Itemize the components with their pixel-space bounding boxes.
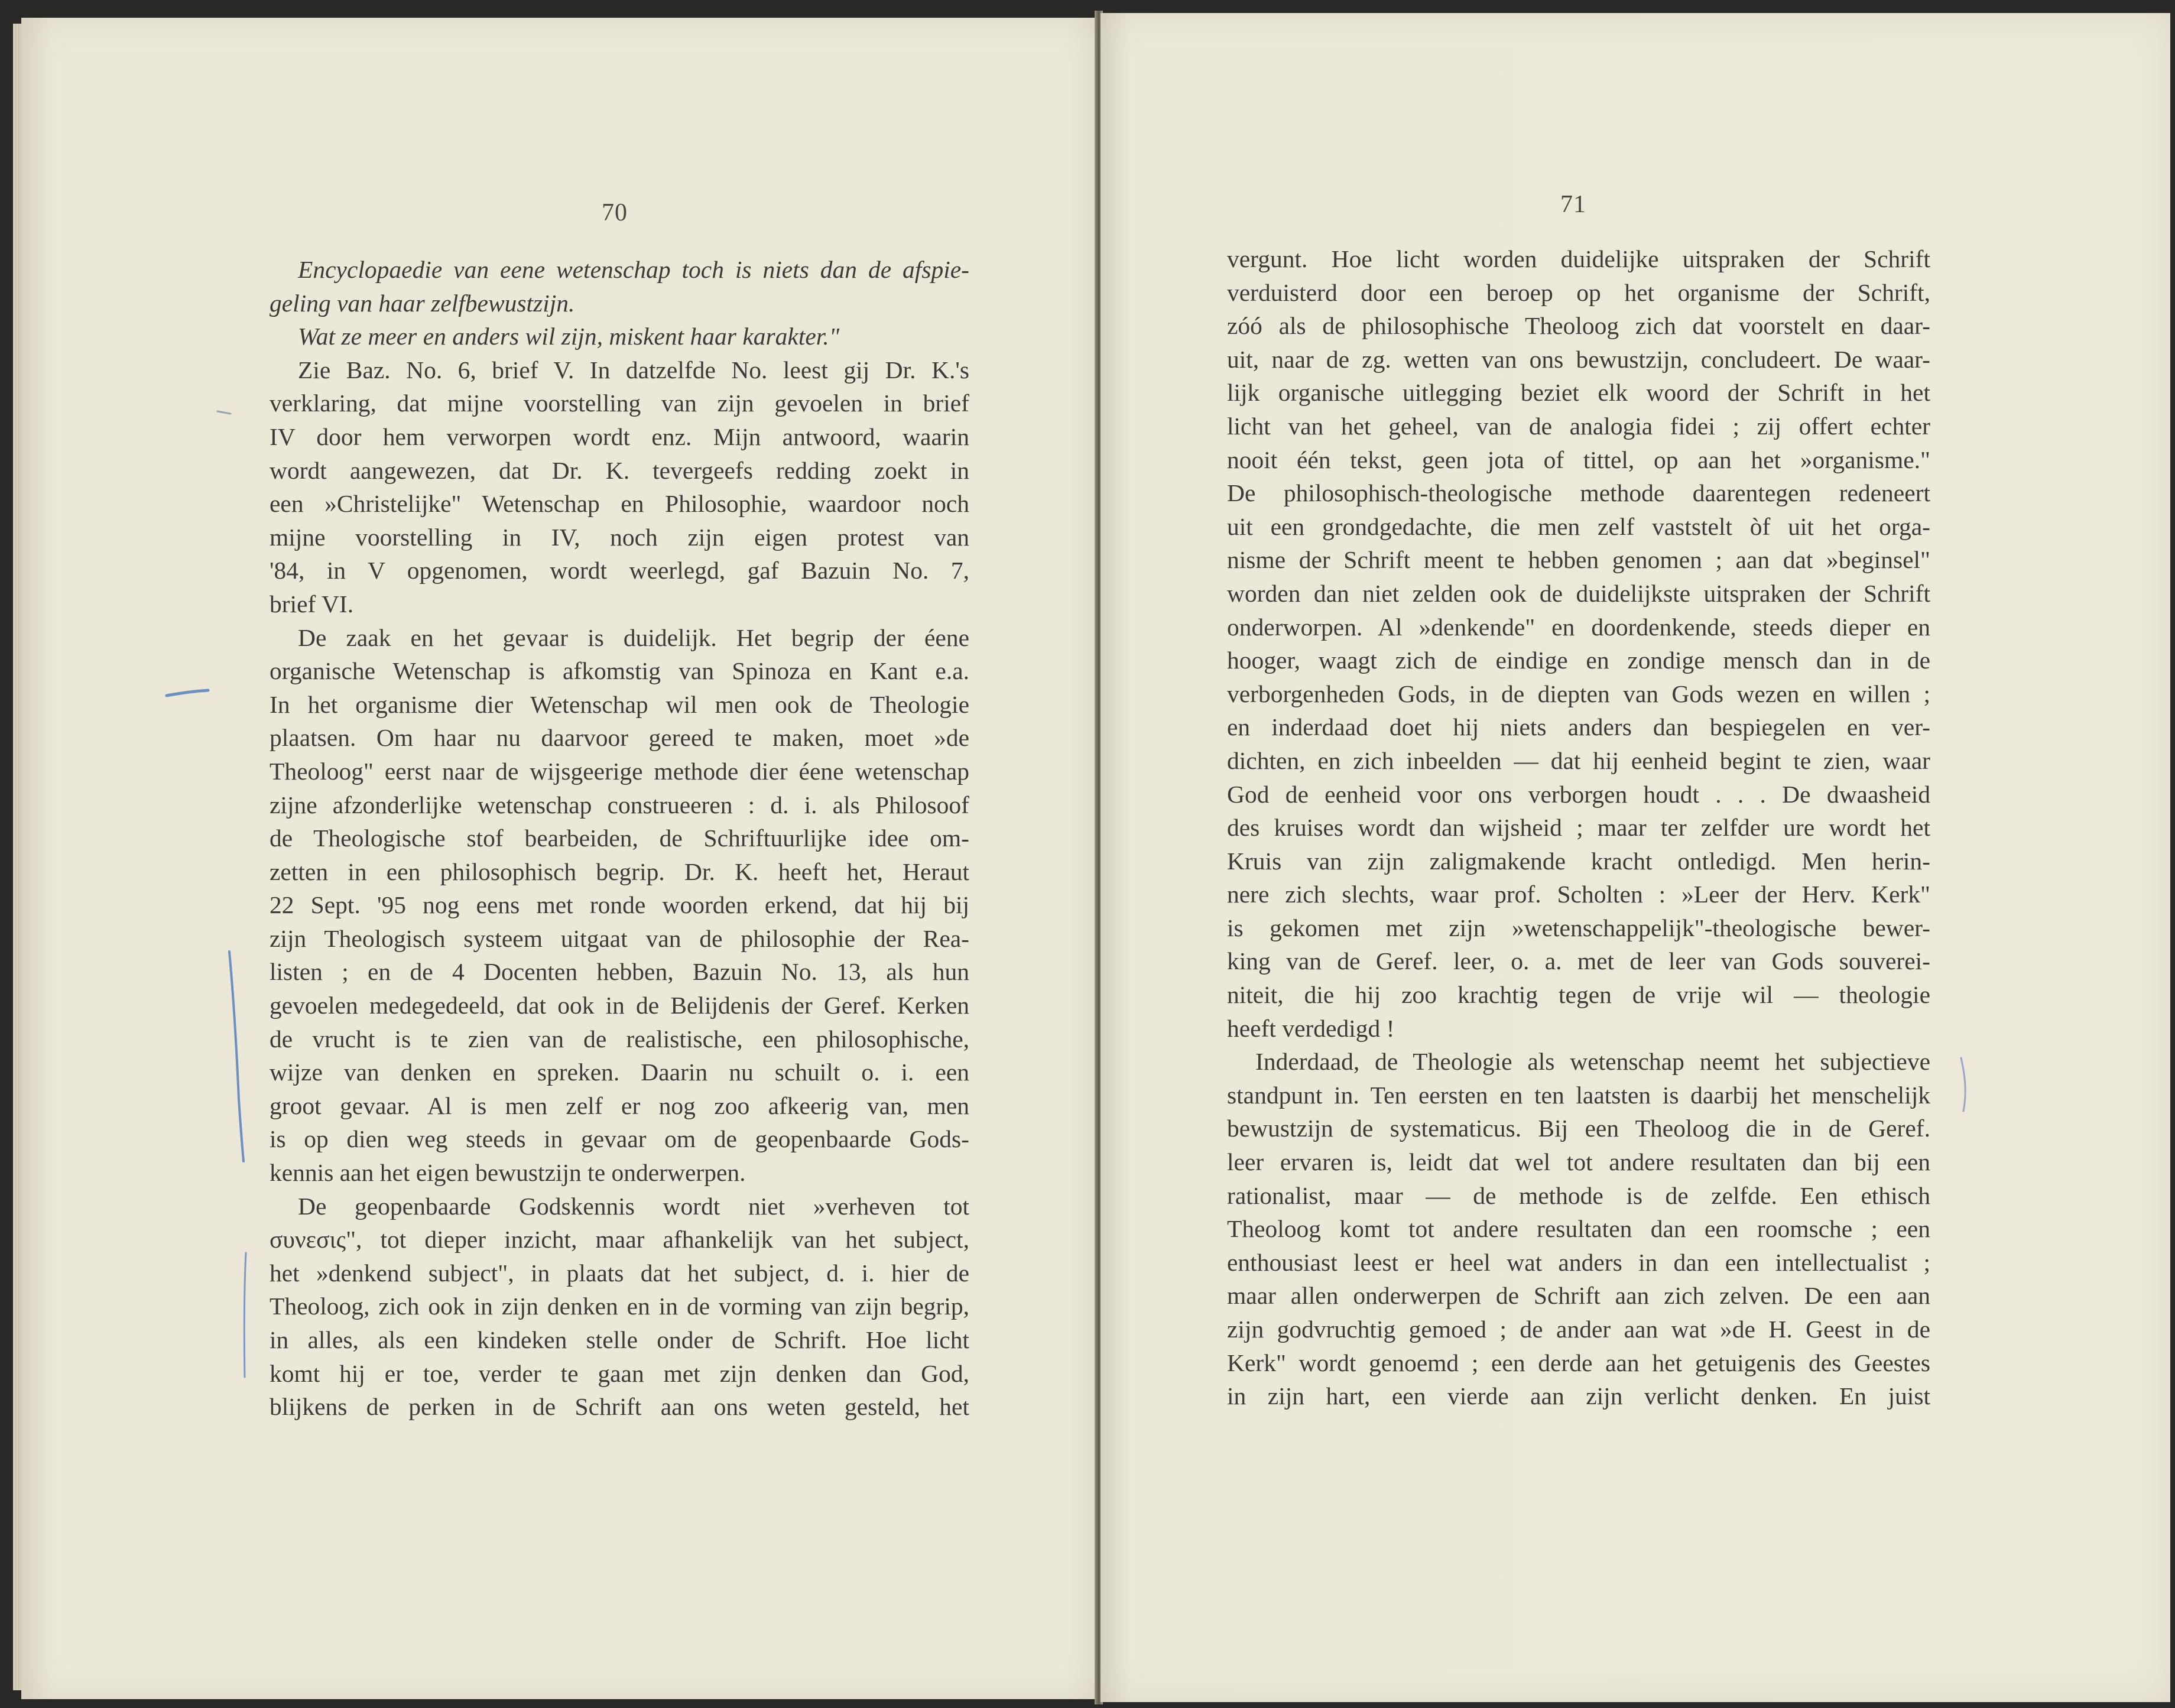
right-page-number: 71 (1560, 191, 1586, 218)
right-page-text-line: Kerk" wordt genoemd ; een derde aan het getuigenis des Geestes (1227, 1349, 1930, 1376)
right-page-text-line: maar allen onderwerpen de Schrift aan zich zelven. De een aan (1227, 1282, 1930, 1310)
left-page-text (270, 253, 969, 1424)
left-page-text-line: συνεσις", tot dieper inzicht, maar afhankelijk van het subject, (270, 1226, 969, 1254)
right-page-text-line: zijn godvruchtig gemoed ; de ander aan wat »de H. Geest in de (1227, 1316, 1930, 1343)
right-page-text-line: uit een grondgedachte, die men zelf vaststelt òf uit het orga- (1227, 512, 1930, 540)
right-page-text-line: en inderdaad doet hij niets anders dan bespiegelen en ver- (1227, 713, 1930, 741)
right-page-text-line: God de eenheid voor ons verborgen houdt . . . De dwaasheid (1227, 780, 1930, 808)
right-page-text-line: bewustzijn de systematicus. Bij een Theoloog die in de Geref. (1227, 1115, 1930, 1142)
left-page-text-line: de Theologische stof bearbeiden, de Schriftuurlijke idee om- (270, 824, 969, 852)
left-page-text-line: een »Christelijke" Wetenschap en Philosophie, waardoor noch (270, 490, 969, 518)
left-page-text-line: Encyclopaedie van eene wetenschap toch is niets dan de afspie- (298, 256, 969, 283)
right-page-text-line: zóó als de philosophische Theoloog zich dat voorstelt en daar- (1227, 312, 1930, 340)
left-page-text-line: listen ; en de 4 Docenten hebben, Bazuin No. 13, als hun (270, 958, 969, 986)
right-page-text-line: licht van het geheel, van de analogia fidei ; zij offert echter (1227, 412, 1930, 440)
left-page-text-line: 22 Sept. '95 nog eens met ronde woorden erkend, dat hij bij (270, 891, 969, 919)
right-page-text-line: standpunt in. Ten eersten en ten laatsten is daarbij het menschelijk (1227, 1081, 1930, 1109)
right-page-text-line: des kruises wordt dan wijsheid ; maar ter zelfder ure wordt het (1227, 814, 1930, 842)
left-page-text-line: groot gevaar. Al is men zelf er nog zoo afkeerig van, men (270, 1092, 969, 1119)
right-page-text-line: dichten, en zich inbeelden — dat hij eenheid begint te zien, waar (1227, 746, 1930, 774)
right-page-text-line: enthousiast leest er heel wat anders in dan een intellectualist ; (1227, 1248, 1930, 1276)
right-page-text-line: nooit één tekst, geen jota of tittel, op aan het »organisme." (1227, 446, 1930, 473)
left-page-text-line: kennis aan het eigen bewustzijn te onderwerpen. (270, 1159, 746, 1187)
left-page-text-line: organische Wetenschap is afkomstig van Spinoza en Kant e.a. (270, 657, 969, 685)
right-page-text-line: Inderdaad, de Theologie als wetenschap neemt het subjectieve (1255, 1048, 1930, 1076)
left-page-text-line: In het organisme dier Wetenschap wil men ook de Theologie (270, 690, 969, 718)
right-page-text-line: Theoloog komt tot andere resultaten dan een roomsche ; een (1227, 1215, 1930, 1243)
right-page-text-line: De philosophisch-theologische methode daarentegen redeneert (1227, 479, 1930, 507)
left-page-text-line: blijkens de perken in de Schrift aan ons weten gesteld, het (270, 1393, 969, 1421)
left-page-text-line: Theoloog, zich ook in zijn denken en in de vorming van zijn begrip, (270, 1293, 969, 1320)
right-page-text-line: uit, naar de zg. wetten van ons bewustzijn, concludeert. De waar- (1227, 345, 1930, 373)
left-page-text-line: wordt aangewezen, dat Dr. K. tevergeefs redding zoekt in (270, 456, 969, 484)
right-page-text-line: leer ervaren is, leidt dat wel tot andere resultaten dan bij een (1227, 1148, 1930, 1176)
left-page-number: 70 (602, 199, 628, 226)
right-page-text-line: nere zich slechts, waar prof. Scholten : »Leer der Herv. Kerk" (1227, 881, 1930, 908)
left-page-text-line: komt hij er toe, verder te gaan met zijn denken dan God, (270, 1359, 969, 1387)
right-page-text-line: vergunt. Hoe licht worden duidelijke uitspraken der Schrift (1227, 245, 1930, 272)
left-page-text-line: geling van haar zelfbewustzijn. (270, 289, 575, 317)
left-page-text-line: mijne voorstelling in IV, noch zijn eigen protest van (270, 523, 969, 551)
right-page-text-line: verborgenheden Gods, in de diepten van Gods wezen en willen ; (1227, 680, 1930, 707)
right-page-text-line: niteit, die hij zoo krachtig tegen de vrije wil — theologie (1227, 981, 1930, 1009)
right-page-text-line: heeft verdedigd ! (1227, 1014, 1395, 1042)
right-page-text-line: is gekomen met zijn »wetenschappelijk"-theologische bewer- (1227, 914, 1930, 941)
left-page-text-line: zetten in een philosophisch begrip. Dr. K. heeft het, Heraut (270, 858, 969, 885)
left-page-text-line: plaatsen. Om haar nu daarvoor gereed te maken, moet »de (270, 724, 969, 752)
right-page-text-line: onderworpen. Al »denkende" en doordenkende, steeds dieper en (1227, 613, 1930, 641)
left-page-text-line: verklaring, dat mijne voorstelling van zijn gevoelen in brief (270, 389, 969, 417)
right-page-text-line: verduisterd door een beroep op het organisme der Schrift, (1227, 278, 1930, 306)
left-page-text-line: in alles, als een kindeken stelle onder de Schrift. Hoe licht (270, 1326, 969, 1353)
right-page-text-line: rationalist, maar — de methode is de zelfde. Een ethisch (1227, 1181, 1930, 1209)
left-page-text-line: zijn Theologisch systeem uitgaat van de philosophie der Rea- (270, 924, 969, 952)
left-page-text-line: IV door hem verworpen wordt enz. Mijn antwoord, waarin (270, 423, 969, 450)
left-page-text-line: De geopenbaarde Godskennis wordt niet »verheven tot (298, 1192, 969, 1220)
right-page-text-line: worden dan niet zelden ook de duidelijkste uitspraken der Schrift (1227, 579, 1930, 607)
right-page-text-line: Kruis van zijn zaligmakende kracht ontledigd. Men herin- (1227, 847, 1930, 875)
left-page-text-line: De zaak en het gevaar is duidelijk. Het begrip der éene (298, 624, 969, 651)
right-page-text-line: in zijn hart, een vierde aan zijn verlicht denken. En juist (1227, 1382, 1930, 1410)
right-page-text-line: lijk organische uitlegging beziet elk woord der Schrift in het (1227, 379, 1930, 407)
left-page-text-line: gevoelen medegedeeld, dat ook in de Belijdenis der Geref. Kerken (270, 992, 969, 1019)
right-page-text (1227, 242, 1930, 1413)
left-page-text-line: Theoloog" eerst naar de wijsgeerige methode dier éene wetenschap (270, 757, 969, 785)
right-page-text-line: nisme der Schrift meent te hebben genomen ; aan dat »beginsel" (1227, 546, 1930, 574)
left-page-text-line: Wat ze meer en anders wil zijn, miskent haar karakter." (298, 323, 840, 350)
left-page-text-line: is op dien weg steeds in gevaar om de geopenbaarde Gods- (270, 1125, 969, 1153)
left-page-text-line: Zie Baz. No. 6, brief V. In datzelfde No. leest gij Dr. K.'s (298, 356, 969, 384)
left-page-text-line: zijne afzonderlijke wetenschap construeeren : d. i. als Philosoof (270, 791, 969, 819)
left-page-text-line: het »denkend subject", in plaats dat het subject, d. i. hier de (270, 1259, 969, 1287)
left-page-text-line: wijze van denken en spreken. Daarin nu schuilt o. i. een (270, 1058, 969, 1086)
left-page-text-line: brief VI. (270, 590, 354, 618)
right-page-text-line: king van de Geref. leer, o. a. met de leer van Gods souverei- (1227, 947, 1930, 975)
left-page-text-line: '84, in V opgenomen, wordt weerlegd, gaf Bazuin No. 7, (270, 557, 969, 585)
left-page-text-line: de vrucht is te zien van de realistische, een philosophische, (270, 1025, 969, 1053)
right-page-text-line: hooger, waagt zich de eindige en zondige mensch dan in de (1227, 647, 1930, 674)
